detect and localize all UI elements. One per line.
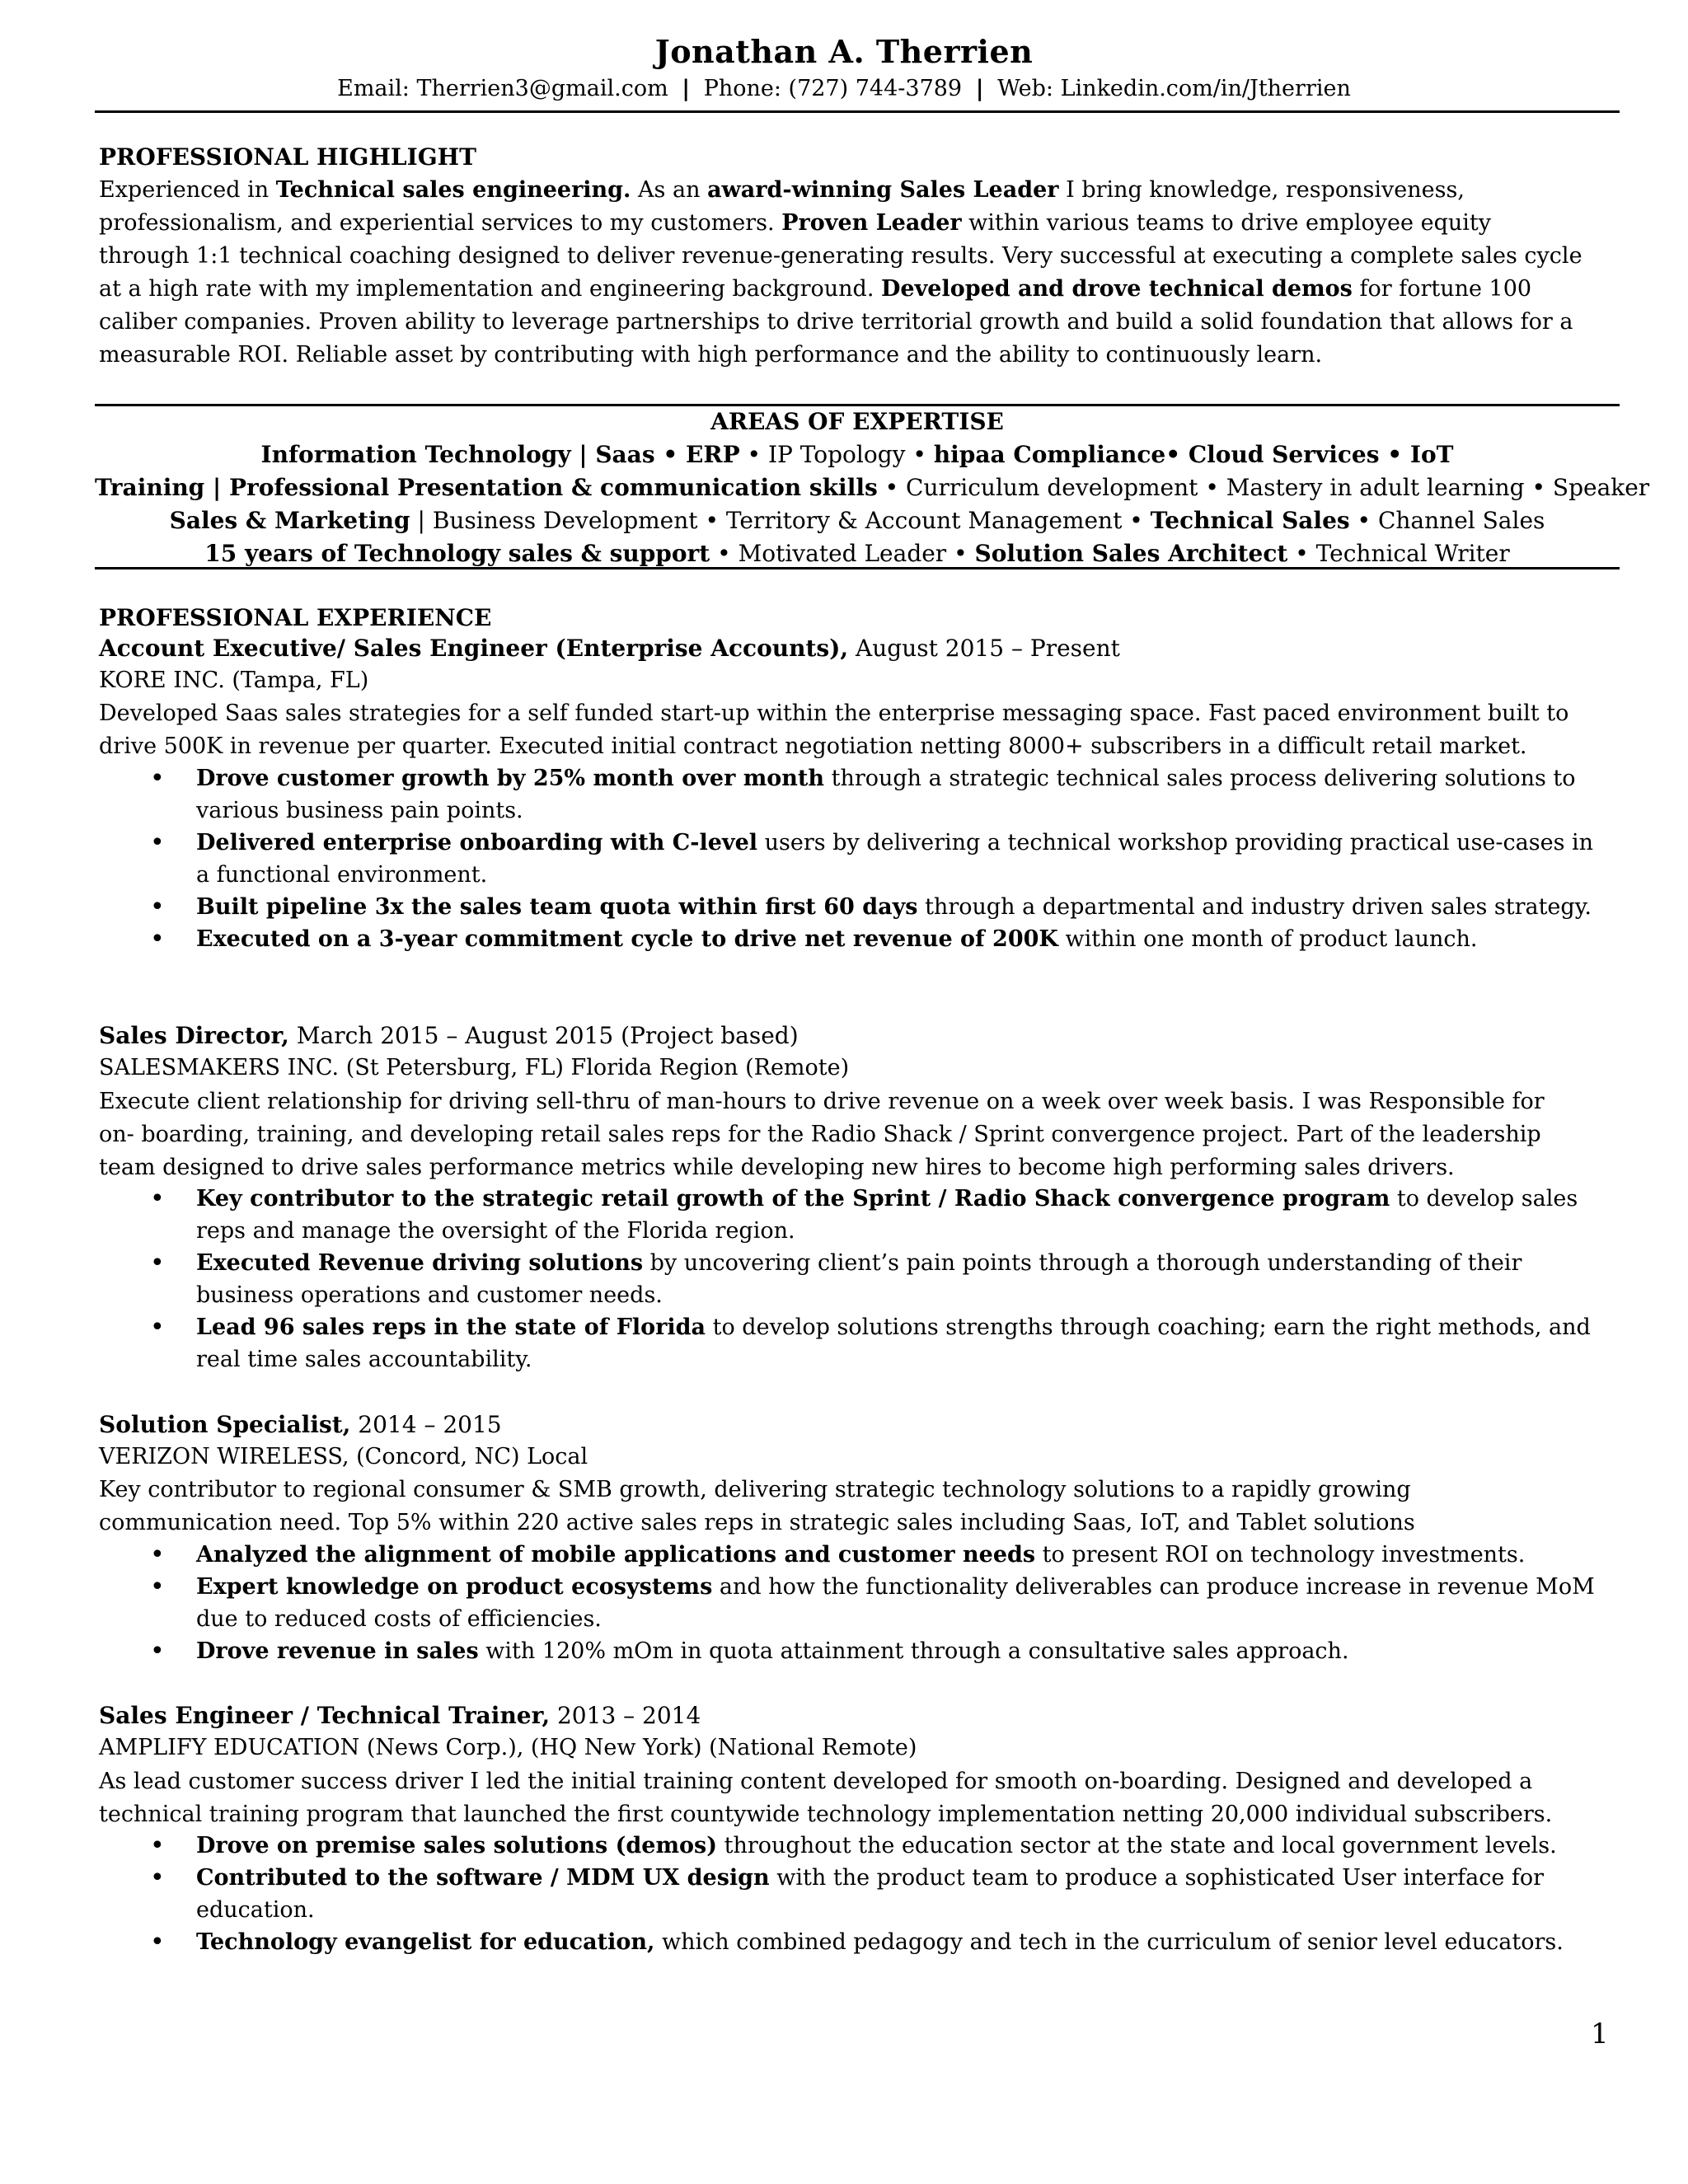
text-segment: through a departmental and industry driven sales strategy.: [917, 894, 1592, 920]
bullet-line: [196, 1183, 1620, 1215]
paragraph-line: [99, 306, 1615, 339]
job-description: [99, 697, 1615, 763]
paragraph-line: [99, 339, 1615, 372]
job-title-line: [99, 1411, 502, 1438]
paragraph-line: [99, 207, 1615, 240]
bullet-line: [196, 1215, 1620, 1247]
bullet-line: [196, 1279, 1620, 1311]
separator: |: [682, 76, 691, 101]
text-segment: to present ROI on technology investments.: [1035, 1542, 1526, 1568]
job-title-line: [99, 635, 1120, 662]
bullet-line: [196, 1603, 1620, 1635]
text-segment: real time sales accountability.: [196, 1347, 532, 1372]
text-segment: I bring knowledge, responsiveness,: [1058, 177, 1465, 203]
bullet-line: [196, 827, 1620, 859]
job-dates: 2013 – 2014: [550, 1702, 701, 1729]
job-bullets: [99, 1830, 1620, 1958]
job-title: Solution Specialist,: [99, 1411, 351, 1438]
job-title: Account Executive/ Sales Engineer (Enterprise Accounts),: [99, 635, 849, 662]
bold-text: Drove customer growth by 25% month over month: [196, 766, 825, 791]
experience-heading: PROFESSIONAL EXPERIENCE: [99, 604, 492, 631]
job-dates: 2014 – 2015: [350, 1411, 502, 1438]
bold-text: Information Technology | Saas • ERP: [260, 441, 740, 468]
text-segment: throughout the education sector at the state and local government levels.: [717, 1833, 1557, 1858]
expertise-line: [95, 537, 1620, 570]
bullet-item: [99, 1862, 1620, 1926]
description-line: drive 500K in revenue per quarter. Executed initial contract negotiation netting 8000+ subscribers in a difficult retail market.: [99, 733, 1527, 759]
text-segment: within various teams to drive employee equity: [961, 210, 1491, 236]
bold-text: Technical Sales: [1150, 507, 1350, 534]
job-company: VERIZON WIRELESS, (Concord, NC) Local: [99, 1444, 588, 1469]
bullet-item: [99, 1926, 1620, 1958]
text-segment: due to reduced costs of efficiencies.: [196, 1606, 602, 1632]
text-segment: As an: [631, 177, 708, 203]
bold-text: Contributed to the software / MDM UX design: [196, 1865, 770, 1891]
job-description: [99, 1474, 1615, 1540]
highlight-paragraph: [99, 174, 1615, 372]
bold-text: Key contributor to the strategic retail growth of the Sprint / Radio Shack convergence program: [196, 1186, 1390, 1212]
job-bullets: [99, 1183, 1620, 1376]
bullet-line: [196, 1571, 1620, 1603]
phone: Phone: (727) 744-3789: [703, 76, 963, 101]
job-title: Sales Engineer / Technical Trainer,: [99, 1702, 551, 1729]
bold-text: Developed and drove technical demos: [881, 276, 1353, 302]
text-segment: • Curriculum development • Mastery in adult learning • Speaker: [877, 474, 1650, 501]
bold-text: Technology evangelist for education,: [196, 1929, 655, 1955]
bullet-item: [99, 1183, 1620, 1247]
expertise-heading: AREAS OF EXPERTISE: [710, 408, 1004, 435]
description-line: team designed to drive sales performance metrics while developing new hires to become high performing sales drivers.: [99, 1155, 1455, 1180]
description-line: Key contributor to regional consumer & SMB growth, delivering strategic technology solutions to a rapidly growing: [99, 1477, 1411, 1502]
contact-line: [0, 76, 1688, 101]
bold-text: Training | Professional Presentation & communication skills: [95, 474, 878, 501]
candidate-name: Jonathan A. Therrien: [654, 33, 1034, 70]
text-segment: a functional environment.: [196, 862, 488, 888]
bold-text: Expert knowledge on product ecosystems: [196, 1574, 713, 1600]
bullet-line: [196, 891, 1620, 923]
bold-text: Executed Revenue driving solutions: [196, 1250, 644, 1276]
text-segment: for fortune 100: [1352, 276, 1532, 302]
bullet-item: [99, 1311, 1620, 1376]
paragraph-line: [99, 174, 1615, 207]
text-segment: measurable ROI. Reliable asset by contributing with high performance and the ability to continuously learn.: [99, 342, 1323, 368]
text-segment: • Channel Sales: [1349, 507, 1545, 534]
separator: |: [975, 76, 984, 101]
bullet-item: [99, 762, 1620, 827]
job-company: AMPLIFY EDUCATION (News Corp.), (HQ New York) (National Remote): [99, 1735, 917, 1760]
header-divider: [95, 110, 1620, 113]
text-segment: caliber companies. Proven ability to leverage partnerships to drive territorial growth and build a solid foundation that allows for a: [99, 309, 1573, 335]
description-line: As lead customer success driver I led the initial training content developed for smooth on-boarding. Designed and developed a: [99, 1769, 1533, 1794]
bold-text: Proven Leader: [781, 210, 962, 236]
bullet-item: [99, 1247, 1620, 1311]
bullet-line: [196, 1830, 1620, 1862]
job-dates: March 2015 – August 2015 (Project based): [288, 1022, 799, 1049]
expertise-bottom-divider: [95, 567, 1620, 569]
text-segment: through 1:1 technical coaching designed to deliver revenue-generating results. Very successful at executing a complete sales cycle: [99, 243, 1582, 269]
bullet-line: [196, 1894, 1620, 1926]
web-link[interactable]: Web: Linkedin.com/in/Jtherrien: [997, 76, 1351, 101]
text-segment: • IP Topology •: [739, 441, 934, 468]
bullet-line: [196, 859, 1620, 891]
bullet-item: [99, 827, 1620, 891]
bullet-item: [99, 1635, 1620, 1667]
job-company: KORE INC. (Tampa, FL): [99, 668, 369, 693]
text-segment: within one month of product launch.: [1057, 926, 1478, 952]
bullet-line: [196, 1635, 1620, 1667]
bold-text: hipaa Compliance• Cloud Services • IoT: [933, 441, 1454, 468]
text-segment: with the product team to produce a sophisticated User interface for: [769, 1865, 1545, 1891]
text-segment: professionalism, and experiential services to my customers.: [99, 210, 782, 236]
bold-text: Lead 96 sales reps in the state of Florida: [196, 1315, 706, 1340]
bullet-item: [99, 1830, 1620, 1862]
bullet-line: [196, 1311, 1620, 1343]
bold-text: Solution Sales Architect: [974, 540, 1288, 567]
job-description: [99, 1765, 1615, 1831]
description-line: Execute client relationship for driving sell-thru of man-hours to drive revenue on a week over week basis. I was Responsible for: [99, 1089, 1545, 1114]
text-segment: • Motivated Leader •: [710, 540, 975, 567]
text-segment: to develop solutions strengths through coaching; earn the right methods, and: [706, 1315, 1591, 1340]
bullet-line: [196, 923, 1620, 955]
bold-text: award-winning Sales Leader: [707, 177, 1059, 203]
job-title-line: [99, 1702, 701, 1729]
text-segment: by uncovering client’s pain points through a thorough understanding of their: [643, 1250, 1522, 1276]
job-title: Sales Director,: [99, 1022, 289, 1049]
job-company: SALESMAKERS INC. (St Petersburg, FL) Florida Region (Remote): [99, 1055, 850, 1080]
text-segment: to develop sales: [1390, 1186, 1578, 1212]
text-segment: business operations and customer needs.: [196, 1282, 663, 1308]
bullet-line: [196, 1926, 1620, 1958]
job-bullets: [99, 1539, 1620, 1667]
bold-text: Drove revenue in sales: [196, 1638, 479, 1664]
text-segment: | Business Development • Territory & Account Management •: [410, 507, 1151, 534]
bullet-line: [196, 762, 1620, 794]
text-segment: various business pain points.: [196, 798, 523, 823]
expertise-line: [95, 504, 1620, 537]
text-segment: at a high rate with my implementation and engineering background.: [99, 276, 881, 302]
bold-text: Built pipeline 3x the sales team quota within first 60 days: [196, 894, 918, 920]
bold-text: Delivered enterprise onboarding with C-level: [196, 830, 758, 855]
job-dates: August 2015 – Present: [848, 635, 1120, 662]
email: Email: Therrien3@gmail.com: [337, 76, 668, 101]
description-line: Developed Saas sales strategies for a self funded start-up within the enterprise messaging space. Fast paced environment built to: [99, 701, 1569, 726]
expertise-lines: [95, 438, 1650, 570]
job-description: [99, 1085, 1615, 1184]
page-number: 1: [1591, 2018, 1609, 2050]
text-segment: and how the functionality deliverables can produce increase in revenue MoM: [712, 1574, 1595, 1600]
bullet-line: [196, 794, 1620, 827]
bold-text: Analyzed the alignment of mobile applications and customer needs: [196, 1542, 1036, 1568]
text-segment: through a strategic technical sales process delivering solutions to: [824, 766, 1576, 791]
highlight-heading: PROFESSIONAL HIGHLIGHT: [99, 143, 476, 171]
expertise-line: [95, 471, 1650, 504]
bullet-item: [99, 891, 1620, 923]
text-segment: Experienced in: [99, 177, 276, 203]
text-segment: • Technical Writer: [1287, 540, 1510, 567]
expertise-line: [95, 438, 1620, 471]
text-segment: with 120% mOm in quota attainment through a consultative sales approach.: [478, 1638, 1349, 1664]
description-line: technical training program that launched the first countywide technology implementation netting 20,000 individual subscribers.: [99, 1802, 1553, 1827]
expertise-section: [95, 405, 1650, 570]
description-line: on- boarding, training, and developing retail sales reps for the Radio Shack / Sprint convergence project. Part of the leadership: [99, 1122, 1541, 1147]
bold-text: Drove on premise sales solutions (demos): [196, 1833, 718, 1858]
bullet-line: [196, 1247, 1620, 1279]
bullet-item: [99, 923, 1620, 955]
bold-text: Technical sales engineering.: [275, 177, 631, 203]
bullet-item: [99, 1571, 1620, 1635]
description-line: communication need. Top 5% within 220 active sales reps in strategic sales including Saas, IoT, and Tablet solutions: [99, 1510, 1415, 1535]
job-bullets: [99, 762, 1620, 955]
bullet-line: [196, 1862, 1620, 1894]
bold-text: 15 years of Technology sales & support: [204, 540, 710, 567]
bold-text: Executed on a 3-year commitment cycle to drive net revenue of 200K: [196, 926, 1058, 952]
bullet-line: [196, 1343, 1620, 1376]
job-title-line: [99, 1022, 799, 1049]
bullet-item: [99, 1539, 1620, 1571]
paragraph-line: [99, 240, 1615, 273]
bullet-line: [196, 1539, 1620, 1571]
text-segment: education.: [196, 1897, 315, 1923]
text-segment: reps and manage the oversight of the Florida region.: [196, 1218, 795, 1244]
paragraph-line: [99, 273, 1615, 306]
bold-text: Sales & Marketing: [169, 507, 410, 534]
text-segment: which combined pedagogy and tech in the curriculum of senior level educators.: [654, 1929, 1564, 1955]
text-segment: users by delivering a technical workshop providing practical use-cases in: [757, 830, 1594, 855]
